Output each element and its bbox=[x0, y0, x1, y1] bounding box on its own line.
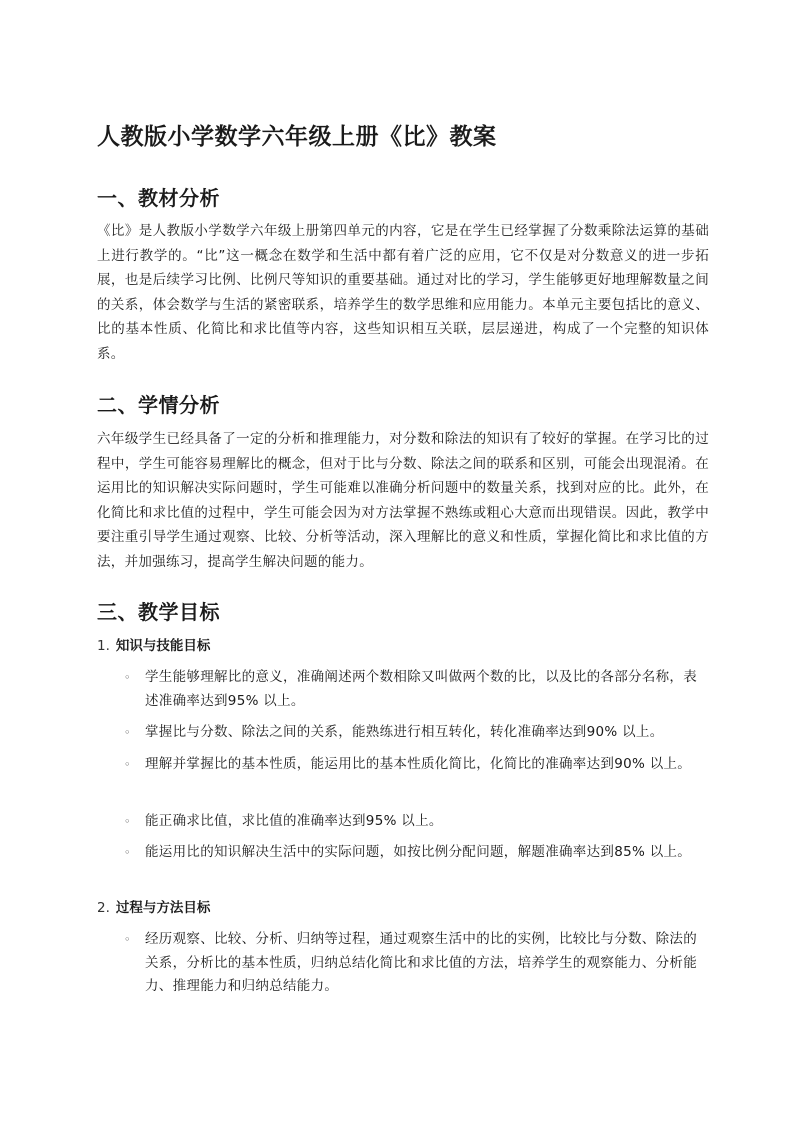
list-item bbox=[124, 810, 704, 834]
section-paragraph-materials: 《比》是人教版小学数学六年级上册第四单元的内容，它是在学生已经掌握了分数乘除法运算的基础上进行教学的。“比”这一概念在数学和生活中都有着广泛的应用，它不仅是对分数意义的进一步拓展，也是后续学习比例、比例尺等知识的重要基础。通过对比的学习，学生能够更好地理解数量之间的关系，体会数学与生活的紧密联系，培养学生的数学思维和应用能力。本单元主要包括比的意义、比的基本性质、化简比和求比值等内容，这些知识相互关联，层层递进，构成了一个完整的知识体系。 bbox=[97, 223, 709, 362]
objective-label: 过程与方法目标 bbox=[115, 900, 211, 916]
section-paragraph-students: 六年级学生已经具备了一定的分析和推理能力，对分数和除法的知识有了较好的掌握。在学习比的过程中，学生可能容易理解比的概念，但对于比与分数、除法之间的联系和区别，可能会出现混淆。在运用比的知识解决实际问题时，学生可能难以准确分析问题中的数量关系，找到对应的比。此外，在化简比和求比值的过程中，学生可能会因为对方法掌握不熟练或粗心大意而出现错误。因此，教学中要注重引导学生通过观察、比较、分析等活动，深入理解比的意义和性质，掌握化简比和求比值的方法，并加强练习，提高学生解决问题的能力。 bbox=[97, 431, 709, 570]
bullet-icon: ◦ bbox=[124, 758, 131, 771]
section-heading-students: 二、学情分析 bbox=[97, 393, 220, 417]
bullet-icon: ◦ bbox=[124, 846, 131, 859]
list-item bbox=[124, 666, 704, 713]
list-item bbox=[124, 841, 704, 865]
bullet-icon: ◦ bbox=[124, 933, 131, 946]
list-number: 1. bbox=[97, 638, 110, 654]
bullet-text: 掌握比与分数、除法之间的关系，能熟练进行相互转化，转化准确率达到90% 以上。 bbox=[145, 724, 664, 740]
section-heading-materials: 一、教材分析 bbox=[97, 186, 220, 210]
objective-label: 知识与技能目标 bbox=[115, 638, 211, 654]
bullet-icon: ◦ bbox=[124, 726, 131, 739]
objective-item-process bbox=[97, 898, 210, 918]
bullet-text: 能运用比的知识解决生活中的实际问题，如按比例分配问题，解题准确率达到85% 以上。 bbox=[145, 844, 692, 860]
document-title: 人教版小学数学六年级上册《比》教案 bbox=[97, 124, 497, 150]
list-item bbox=[124, 928, 704, 999]
list-number: 2. bbox=[97, 900, 110, 916]
objective-item-knowledge bbox=[97, 636, 210, 656]
bullet-text: 经历观察、比较、分析、归纳等过程，通过观察生活中的比的实例，比较比与分数、除法的关系，分析比的基本性质，归纳总结化简比和求比值的方法，培养学生的观察能力、分析能力、推理能力和归纳总结能力。 bbox=[145, 931, 697, 994]
list-item bbox=[124, 721, 704, 745]
bullet-text: 能正确求比值，求比值的准确率达到95% 以上。 bbox=[145, 813, 443, 829]
section-heading-objectives: 三、教学目标 bbox=[97, 600, 220, 624]
bullet-text: 学生能够理解比的意义，准确阐述两个数相除又叫做两个数的比，以及比的各部分名称，表述准确率达到95% 以上。 bbox=[145, 669, 697, 709]
bullet-icon: ◦ bbox=[124, 815, 131, 828]
list-item bbox=[124, 753, 704, 777]
bullet-text: 理解并掌握比的基本性质，能运用比的基本性质化简比，化简比的准确率达到90% 以上。 bbox=[145, 756, 692, 772]
bullet-icon: ◦ bbox=[124, 671, 131, 684]
